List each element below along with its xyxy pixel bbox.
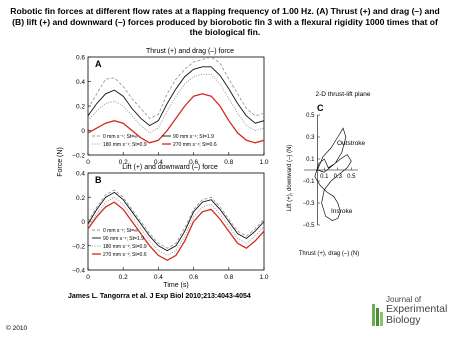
panel-c-letter: C [317, 103, 324, 113]
panel-b-xticks [86, 267, 269, 281]
y-tick-label: 0.4 [75, 79, 85, 86]
y-tick-label: −0.2 [72, 152, 85, 160]
panel-c-x-axis-label: Thrust (+), drag (–) (N) [298, 251, 360, 257]
copyright: © 2010 [6, 325, 28, 332]
series-line-0 [88, 57, 264, 118]
x-tick-label: 0.8 [224, 274, 234, 281]
y-tick-label: 0 [81, 219, 85, 226]
panel-a-title: Thrust (+) and drag (–) force [145, 48, 235, 55]
y-tick-label: 0.2 [75, 194, 85, 202]
shared-y-axis-label: Force (N) [57, 147, 64, 177]
legend-label: 0 mm s⁻¹; St=∞ [103, 228, 138, 234]
y-tick-label: −0.3 [302, 201, 315, 208]
logo-line-1: Journal of [386, 295, 422, 304]
legend-label: 270 mm s⁻¹; St=0.6 [103, 252, 147, 258]
x-tick-label: 1.0 [259, 159, 269, 166]
y-tick-label: −0.1 [302, 179, 315, 186]
legend-label: 0 mm s⁻¹; St=∞ [103, 134, 138, 140]
x-tick-label: 0 [86, 274, 90, 281]
y-tick-label: 0 [81, 128, 85, 135]
panel-c-y-axis-label: Lift (+), downward (–) (N) [287, 144, 293, 212]
y-tick-label: −0.4 [72, 267, 85, 275]
y-tick-label: 0.3 [306, 135, 315, 142]
x-tick-label: 0.2 [118, 274, 128, 281]
logo-line-2: Experimental [386, 303, 448, 315]
y-tick-label: 0.4 [75, 170, 85, 178]
shared-x-axis-label: Time (s) [163, 282, 189, 289]
y-tick-label: 0.1 [306, 157, 315, 164]
logo-line-3: Biology [386, 314, 421, 326]
panel-c-title: 2-D thrust-lift plane [315, 91, 371, 98]
panel-b-legend [92, 228, 147, 258]
y-tick-label: 0.2 [75, 103, 85, 111]
logo-mark-icon [372, 302, 383, 328]
x-tick-label: 0.6 [189, 159, 199, 166]
journal-logo [386, 295, 448, 326]
legend-label: 180 mm s⁻¹; St=0.9 [103, 142, 147, 148]
legend-label: 90 mm s⁻¹; St=1.9 [103, 236, 144, 242]
panel-a-frame [88, 57, 264, 155]
y-tick-label: −0.5 [302, 223, 315, 230]
panel-a-letter: A [95, 59, 102, 69]
figure-title: Robotic fin forces at different flow rates at a flapping frequency of 1.00 Hz. (A) Thrust (+) and drag (–) and (B) lift (+) and downward (–) forces produced by biorobotic fin 3 with a flexural rigidity 1000 times that of the biological fin. [10, 6, 440, 37]
panel-b [72, 164, 269, 281]
y-tick-label: 0.5 [306, 113, 315, 120]
y-tick-label: −0.2 [72, 243, 85, 251]
x-tick-label: 0.2 [118, 159, 128, 166]
x-tick-label: 0.5 [347, 174, 356, 180]
y-tick-label: 0.6 [75, 54, 85, 62]
legend-label: 180 mm s⁻¹; St=0.9 [103, 244, 147, 250]
x-tick-label: 0 [86, 159, 90, 166]
legend-label: 90 mm s⁻¹; St=1.9 [173, 134, 214, 140]
panel-c-annotation-outstroke: Outstroke [337, 140, 366, 147]
x-tick-label: 0.4 [153, 274, 163, 281]
x-tick-label: 0.3 [333, 174, 342, 180]
panel-c-annotation-instroke: Insroke [331, 208, 353, 215]
panel-c-xticks [320, 168, 356, 181]
x-tick-label: 0.1 [320, 174, 329, 180]
legend-label: 270 mm s⁻¹; St=0.6 [173, 142, 217, 148]
panel-c [287, 91, 371, 257]
panel-a [72, 48, 269, 166]
x-tick-label: 0.8 [224, 159, 234, 166]
x-tick-label: 0.6 [189, 274, 199, 281]
panel-b-letter: B [95, 175, 102, 185]
x-tick-label: 1.0 [259, 274, 269, 281]
panel-a-series [88, 57, 264, 143]
citation: James L. Tangorra et al. J Exp Biol 2010;213:4043-4054 [68, 293, 251, 300]
x-tick-label: 0.4 [153, 159, 163, 166]
panel-b-title: Lift (+) and downward (–) force [122, 164, 218, 171]
